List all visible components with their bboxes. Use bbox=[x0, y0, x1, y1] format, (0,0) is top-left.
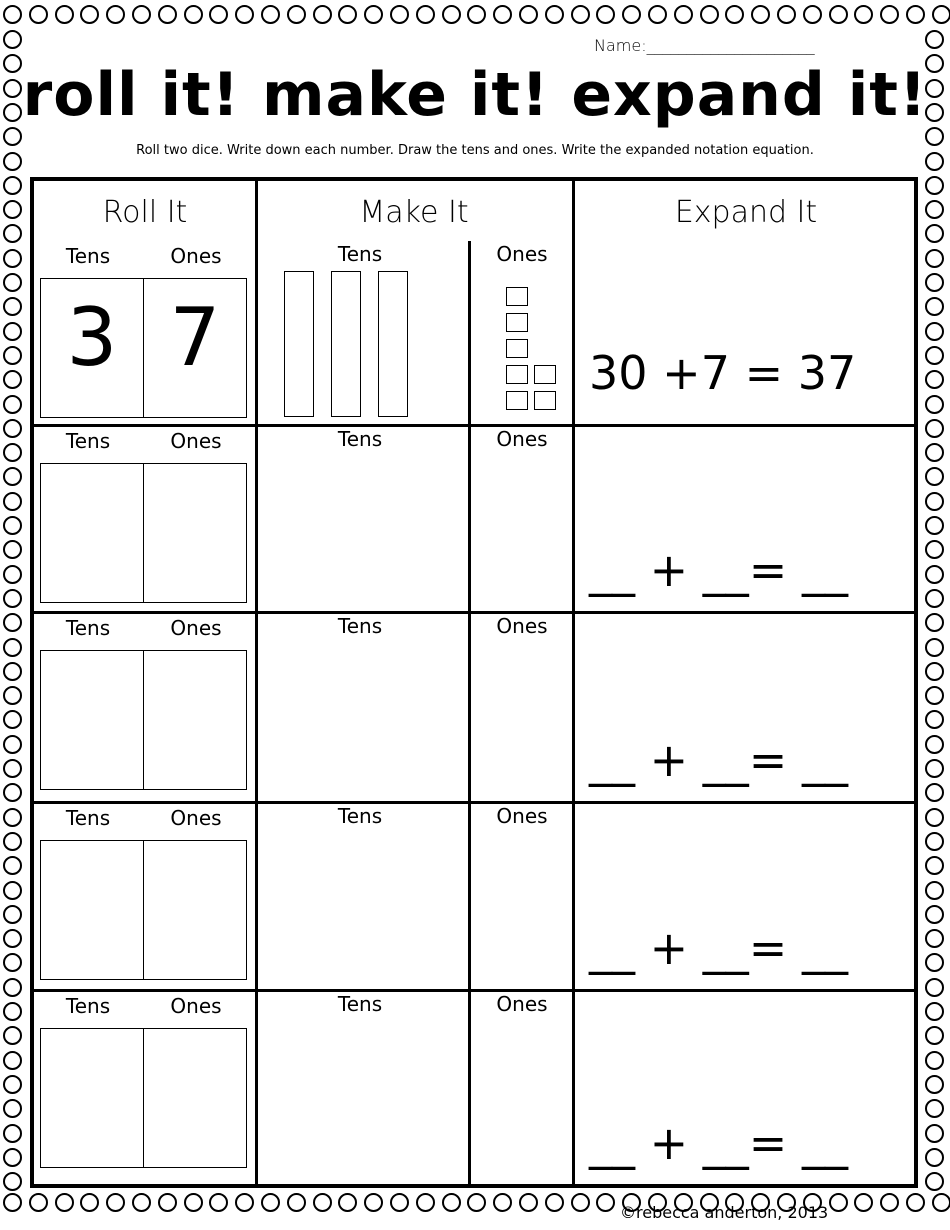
border-circle-icon bbox=[3, 1148, 22, 1167]
border-circle-icon bbox=[925, 589, 944, 608]
ones-digit-box[interactable] bbox=[143, 463, 247, 603]
border-circle-icon bbox=[3, 905, 22, 924]
tens-rod bbox=[378, 271, 408, 417]
ones-unit-cube bbox=[534, 391, 556, 410]
border-circle-icon bbox=[925, 1051, 944, 1070]
border-circle-icon bbox=[925, 881, 944, 900]
border-circle-icon bbox=[416, 1193, 435, 1212]
border-circle-icon bbox=[925, 370, 944, 389]
border-circle-icon bbox=[3, 735, 22, 754]
border-circle-icon bbox=[184, 5, 203, 24]
tens-digit-box[interactable] bbox=[40, 650, 144, 790]
border-circle-icon bbox=[3, 613, 22, 632]
border-circle-icon bbox=[3, 565, 22, 584]
border-circle-icon bbox=[925, 395, 944, 414]
border-circle-icon bbox=[313, 5, 332, 24]
border-circle-icon bbox=[3, 200, 22, 219]
ones-digit-box[interactable] bbox=[143, 650, 247, 790]
border-circle-icon bbox=[925, 249, 944, 268]
border-circle-icon bbox=[880, 1193, 899, 1212]
border-circle-icon bbox=[829, 1193, 848, 1212]
border-circle-icon bbox=[338, 5, 357, 24]
border-circle-icon bbox=[925, 856, 944, 875]
border-circle-icon bbox=[925, 783, 944, 802]
border-circle-icon bbox=[925, 540, 944, 559]
border-circle-icon bbox=[3, 5, 22, 24]
border-circle-icon bbox=[3, 346, 22, 365]
border-circle-icon bbox=[3, 467, 22, 486]
roll-tens-label: Tens bbox=[65, 429, 111, 453]
border-circle-icon bbox=[925, 735, 944, 754]
border-circle-icon bbox=[854, 5, 873, 24]
border-circle-icon bbox=[545, 5, 564, 24]
border-circle-icon bbox=[3, 297, 22, 316]
roll-tens-label: Tens bbox=[65, 806, 111, 830]
border-circle-icon bbox=[803, 5, 822, 24]
ones-digit-box[interactable] bbox=[143, 840, 247, 980]
border-circle-icon bbox=[3, 783, 22, 802]
border-circle-icon bbox=[80, 1193, 99, 1212]
border-circle-icon bbox=[925, 346, 944, 365]
make-ones-label: Ones bbox=[496, 804, 548, 828]
border-circle-icon bbox=[777, 5, 796, 24]
border-circle-icon bbox=[906, 5, 925, 24]
ones-unit-cube bbox=[534, 365, 556, 384]
ones-drawing-area[interactable] bbox=[472, 833, 572, 986]
border-circle-icon bbox=[925, 1099, 944, 1118]
border-circle-icon bbox=[416, 5, 435, 24]
border-circle-icon bbox=[925, 686, 944, 705]
border-circle-icon bbox=[925, 808, 944, 827]
blank-equation[interactable]: __ + __= __ bbox=[589, 733, 848, 787]
roll-ones-label: Ones bbox=[170, 616, 222, 640]
border-circle-icon bbox=[3, 662, 22, 681]
tens-drawing-area[interactable] bbox=[259, 456, 467, 608]
border-circle-icon bbox=[3, 224, 22, 243]
border-circle-icon bbox=[925, 224, 944, 243]
column-divider bbox=[255, 181, 258, 1184]
roll-tens-label: Tens bbox=[65, 616, 111, 640]
border-circle-icon bbox=[390, 5, 409, 24]
blank-equation[interactable]: __ + __= __ bbox=[589, 1116, 848, 1170]
border-circle-icon bbox=[364, 1193, 383, 1212]
border-circle-icon bbox=[925, 273, 944, 292]
border-circle-icon bbox=[3, 1051, 22, 1070]
blank-equation[interactable]: __ + __= __ bbox=[589, 921, 848, 975]
tens-digit-box[interactable] bbox=[40, 463, 144, 603]
border-circle-icon bbox=[184, 1193, 203, 1212]
ones-unit-cube bbox=[506, 391, 528, 410]
border-circle-icon bbox=[3, 1002, 22, 1021]
tens-digit-box[interactable] bbox=[40, 840, 144, 980]
border-circle-icon bbox=[3, 638, 22, 657]
border-circle-icon bbox=[925, 176, 944, 195]
border-circle-icon bbox=[3, 1124, 22, 1143]
border-circle-icon bbox=[313, 1193, 332, 1212]
border-circle-icon bbox=[925, 1026, 944, 1045]
tens-rod bbox=[284, 271, 314, 417]
border-circle-icon bbox=[29, 1193, 48, 1212]
border-circle-icon bbox=[725, 5, 744, 24]
border-circle-icon bbox=[925, 832, 944, 851]
border-circle-icon bbox=[261, 1193, 280, 1212]
border-circle-icon bbox=[925, 419, 944, 438]
instructions: Roll two dice. Write down each number. Draw the tens and ones. Write the expanded notation equation. bbox=[136, 143, 814, 158]
border-circle-icon bbox=[209, 1193, 228, 1212]
border-circle-icon bbox=[364, 5, 383, 24]
border-circle-icon bbox=[235, 5, 254, 24]
border-circle-icon bbox=[106, 1193, 125, 1212]
border-circle-icon bbox=[261, 5, 280, 24]
border-circle-icon bbox=[158, 1193, 177, 1212]
border-circle-icon bbox=[287, 5, 306, 24]
ones-digit-box[interactable] bbox=[143, 1028, 247, 1168]
copyright-footer: ©rebecca anderton, 2013 bbox=[620, 1203, 829, 1222]
border-circle-icon bbox=[571, 1193, 590, 1212]
border-circle-icon bbox=[648, 5, 667, 24]
border-circle-icon bbox=[3, 808, 22, 827]
border-circle-icon bbox=[3, 273, 22, 292]
border-circle-icon bbox=[829, 5, 848, 24]
page-title: roll it! make it! expand it! bbox=[22, 60, 928, 130]
border-circle-icon bbox=[925, 516, 944, 535]
border-circle-icon bbox=[132, 5, 151, 24]
roll-tens-label: Tens bbox=[65, 994, 111, 1018]
border-circle-icon bbox=[751, 5, 770, 24]
border-circle-icon bbox=[932, 5, 950, 24]
border-circle-icon bbox=[493, 5, 512, 24]
border-circle-icon bbox=[925, 443, 944, 462]
border-circle-icon bbox=[3, 176, 22, 195]
border-circle-icon bbox=[925, 929, 944, 948]
border-circle-icon bbox=[3, 419, 22, 438]
border-circle-icon bbox=[55, 1193, 74, 1212]
border-circle-icon bbox=[3, 759, 22, 778]
header-expand-it: Expand It bbox=[674, 195, 818, 230]
border-circle-icon bbox=[925, 492, 944, 511]
make-ones-label: Ones bbox=[496, 427, 548, 451]
border-circle-icon bbox=[493, 1193, 512, 1212]
border-circle-icon bbox=[906, 1193, 925, 1212]
border-circle-icon bbox=[80, 5, 99, 24]
header-make-it: Make It bbox=[359, 195, 469, 230]
border-circle-icon bbox=[596, 1193, 615, 1212]
border-circle-icon bbox=[925, 662, 944, 681]
make-ones-label: Ones bbox=[496, 614, 548, 638]
border-circle-icon bbox=[132, 1193, 151, 1212]
border-circle-icon bbox=[3, 1099, 22, 1118]
border-circle-icon bbox=[519, 5, 538, 24]
tens-digit-box[interactable] bbox=[40, 1028, 144, 1168]
border-circle-icon bbox=[390, 1193, 409, 1212]
ones-unit-cube bbox=[506, 365, 528, 384]
border-circle-icon bbox=[287, 1193, 306, 1212]
roll-ones-label: Ones bbox=[170, 244, 222, 268]
border-circle-icon bbox=[338, 1193, 357, 1212]
ones-unit-cube bbox=[506, 339, 528, 358]
ones-unit-cube bbox=[506, 313, 528, 332]
make-tens-label: Tens bbox=[337, 992, 383, 1016]
ones-drawing-area[interactable] bbox=[472, 1021, 572, 1181]
make-tens-label: Tens bbox=[337, 804, 383, 828]
border-circle-icon bbox=[925, 905, 944, 924]
ones-drawing-area[interactable] bbox=[472, 456, 572, 608]
column-divider bbox=[572, 181, 575, 1184]
border-circle-icon bbox=[3, 249, 22, 268]
border-circle-icon bbox=[932, 1193, 950, 1212]
border-circle-icon bbox=[3, 1193, 22, 1212]
tens-rod bbox=[331, 271, 361, 417]
border-circle-icon bbox=[3, 516, 22, 535]
border-circle-icon bbox=[3, 978, 22, 997]
border-circle-icon bbox=[3, 1172, 22, 1191]
border-circle-icon bbox=[3, 1075, 22, 1094]
tens-drawing-area[interactable] bbox=[259, 833, 467, 986]
border-circle-icon bbox=[442, 5, 461, 24]
border-circle-icon bbox=[700, 5, 719, 24]
border-circle-icon bbox=[519, 1193, 538, 1212]
expanded-equation: 30 +7 = 37 bbox=[589, 346, 857, 400]
name-field[interactable]: Name:_____________________ bbox=[594, 36, 815, 55]
ones-unit-cube bbox=[506, 287, 528, 306]
border-circle-icon bbox=[596, 5, 615, 24]
border-circle-icon bbox=[467, 1193, 486, 1212]
border-circle-icon bbox=[3, 856, 22, 875]
border-circle-icon bbox=[925, 710, 944, 729]
border-circle-icon bbox=[442, 1193, 461, 1212]
border-circle-icon bbox=[3, 686, 22, 705]
column-divider bbox=[468, 241, 471, 1184]
border-circle-icon bbox=[925, 467, 944, 486]
header-roll-it: Roll It bbox=[102, 195, 188, 230]
roll-tens-label: Tens bbox=[65, 244, 111, 268]
border-circle-icon bbox=[3, 370, 22, 389]
border-circle-icon bbox=[235, 1193, 254, 1212]
border-circle-icon bbox=[925, 759, 944, 778]
border-circle-icon bbox=[925, 30, 944, 49]
border-circle-icon bbox=[925, 1002, 944, 1021]
border-circle-icon bbox=[925, 1075, 944, 1094]
border-circle-icon bbox=[545, 1193, 564, 1212]
border-circle-icon bbox=[3, 710, 22, 729]
border-circle-icon bbox=[3, 589, 22, 608]
border-circle-icon bbox=[925, 638, 944, 657]
border-circle-icon bbox=[925, 953, 944, 972]
border-circle-icon bbox=[158, 5, 177, 24]
border-circle-icon bbox=[3, 30, 22, 49]
border-circle-icon bbox=[925, 200, 944, 219]
border-circle-icon bbox=[3, 953, 22, 972]
tens-digit: 3 bbox=[66, 291, 118, 384]
border-circle-icon bbox=[3, 1026, 22, 1045]
border-circle-icon bbox=[3, 540, 22, 559]
ones-drawing-area[interactable] bbox=[472, 643, 572, 798]
border-circle-icon bbox=[467, 5, 486, 24]
border-circle-icon bbox=[3, 832, 22, 851]
make-tens-label: Tens bbox=[337, 427, 383, 451]
border-circle-icon bbox=[3, 881, 22, 900]
border-circle-icon bbox=[925, 565, 944, 584]
border-circle-icon bbox=[3, 929, 22, 948]
make-tens-label: Tens bbox=[337, 614, 383, 638]
border-circle-icon bbox=[925, 1172, 944, 1191]
roll-ones-label: Ones bbox=[170, 806, 222, 830]
border-circle-icon bbox=[209, 5, 228, 24]
border-circle-icon bbox=[3, 395, 22, 414]
ones-digit: 7 bbox=[169, 291, 221, 384]
roll-ones-label: Ones bbox=[170, 994, 222, 1018]
border-circle-icon bbox=[29, 5, 48, 24]
border-circle-icon bbox=[674, 5, 693, 24]
border-circle-icon bbox=[925, 1148, 944, 1167]
border-circle-icon bbox=[3, 492, 22, 511]
border-circle-icon bbox=[854, 1193, 873, 1212]
border-circle-icon bbox=[3, 443, 22, 462]
border-circle-icon bbox=[925, 613, 944, 632]
border-circle-icon bbox=[880, 5, 899, 24]
make-ones-label: Ones bbox=[496, 992, 548, 1016]
border-circle-icon bbox=[571, 5, 590, 24]
make-tens-label: Tens bbox=[337, 242, 383, 266]
border-circle-icon bbox=[925, 1124, 944, 1143]
border-circle-icon bbox=[925, 297, 944, 316]
tens-drawing-area[interactable] bbox=[259, 1021, 467, 1181]
blank-equation[interactable]: __ + __= __ bbox=[589, 543, 848, 597]
border-circle-icon bbox=[3, 322, 22, 341]
border-circle-icon bbox=[925, 978, 944, 997]
make-ones-label: Ones bbox=[496, 242, 548, 266]
roll-ones-label: Ones bbox=[170, 429, 222, 453]
border-circle-icon bbox=[106, 5, 125, 24]
border-circle-icon bbox=[925, 322, 944, 341]
tens-drawing-area[interactable] bbox=[259, 643, 467, 798]
worksheet-table bbox=[30, 177, 918, 1188]
border-circle-icon bbox=[622, 5, 641, 24]
border-circle-icon bbox=[55, 5, 74, 24]
